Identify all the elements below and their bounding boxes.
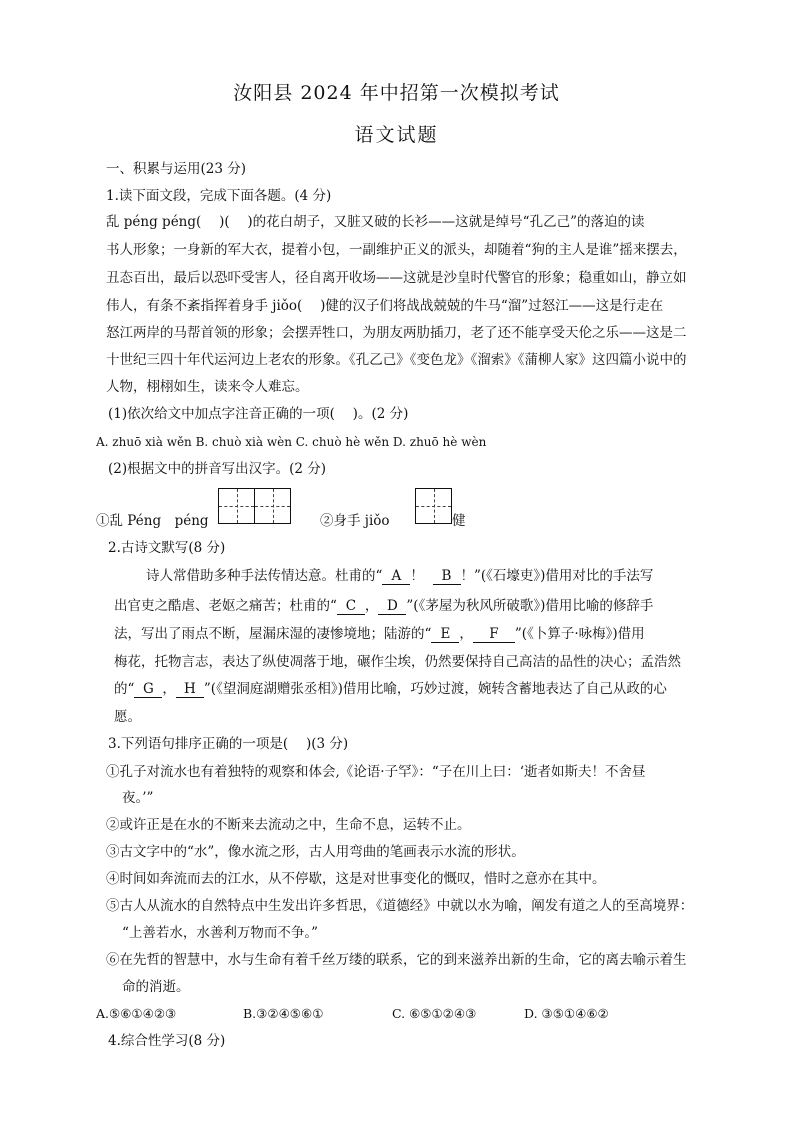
answer-grid-jiao[interactable]: [415, 488, 452, 524]
q3-sentence-6b: 命的消逝。: [122, 979, 190, 995]
q2-intro: 2.古诗文默写(8 分): [108, 540, 226, 556]
q3-sentence-6a: ⑥在先哲的智慧中，水与生命有着千丝万缕的联系，它的到来滋养出新的生命，它的离去喻示着生: [106, 952, 687, 968]
q1-sub1-options: A. zhuō xià wěn B. chuò xià wèn C. chuò hè wěn D. zhuō hè wèn: [96, 435, 487, 449]
q3-option-A[interactable]: A.⑤⑥①④②③: [96, 1006, 177, 1021]
exam-title: 汝阳县 2024 年中招第一次模拟考试: [233, 82, 560, 104]
q3-sentence-4: ④时间如奔流而去的江水，从不停歇，这是对世事变化的慨叹，惜时之意亦在其中。: [106, 871, 606, 887]
q3-sentence-5b: “上善若水，水善利万物而不争。”: [122, 925, 319, 941]
answer-grid-peng[interactable]: [218, 488, 291, 524]
q1-passage-line-4: 伟人，有条不紊指挥着身手 jiǒo( )健的汉子们将战战兢兢的牛马“溜”过怒江——这是行走在: [106, 298, 664, 314]
q3-sentence-1a: ①孔子对流水也有着独特的观察和体会,《论语·子罕》：“子在川上曰：‘逝者如斯夫！不舍昼: [106, 764, 646, 780]
blank-A[interactable]: A: [382, 569, 410, 585]
q3-sentence-5a: ⑤古人从流水的自然特点中生发出许多哲思，《道德经》中就以水为喻，阐发有道之人的至高境界：: [106, 898, 694, 914]
section-heading: 一、积累与运用(23 分): [106, 161, 247, 177]
q2-line-3: 法，写出了雨点不断，屋漏床湿的凄惨境地；陆游的“ E ， F ”(《卜算子·咏梅》)借用: [114, 626, 645, 642]
answer-cell[interactable]: [255, 489, 290, 523]
blank-H[interactable]: H: [176, 682, 204, 698]
q3-sentence-2: ②或许正是在水的不断来去流动之中，生命不息，运转不止。: [106, 817, 471, 833]
q2-line-2: 出官吏之酷虐、老妪之痛苦；杜甫的“ C ， D ”(《茅屋为秋风所破歌》)借用比喻的修辞手: [114, 598, 654, 614]
q3-option-C[interactable]: C. ⑥⑤①②④③: [392, 1006, 477, 1021]
q2-line-4: 梅花，托物言志，表达了纵使凋落于地，碾作尘埃，仍然要保持自己高洁的品性的决心；孟浩然: [114, 654, 681, 670]
blank-D[interactable]: D: [378, 599, 406, 615]
q1-passage-line-5: 怒江两岸的马帮首领的形象；会摆弄牲口，为朋友两肋插刀，老了还不能享受天伦之乐——这是二: [106, 325, 687, 341]
q1-passage-line-6: 十世纪三四十年代运河边上老农的形象。《孔乙己》《变色龙》《溜索》《蒲柳人家》这四篇小说中的: [106, 352, 687, 368]
q1-sub1: (1)依次给文中加点字注音正确的一项( )。(2 分): [108, 406, 409, 422]
blank-C[interactable]: C: [337, 599, 365, 615]
answer-cell[interactable]: [416, 489, 451, 523]
blank-B[interactable]: B: [433, 569, 461, 585]
blank-E[interactable]: E: [431, 627, 459, 643]
q2-line-6: 愿。: [114, 709, 141, 725]
q3-sentence-3: ③古文字中的“水”，像水流之形，古人用弯曲的笔画表示水流的形状。: [106, 844, 525, 860]
q3-option-B[interactable]: B.③②④⑤⑥①: [243, 1006, 324, 1021]
q1-sub2-item1: ①乱 Péng péng: [96, 513, 209, 529]
exam-subtitle: 语文试题: [354, 124, 439, 146]
answer-cell[interactable]: [219, 489, 255, 523]
q3-sentence-1b: 夜。’”: [122, 790, 154, 806]
q3-option-D[interactable]: D. ③⑤①④⑥②: [524, 1006, 609, 1021]
q1-passage-line-7: 人物，栩栩如生，读来令人难忘。: [106, 379, 309, 395]
q1-passage-line-3: 丑态百出，最后以恐吓受害人，径自离开收场——这就是沙皇时代警官的形象；稳重如山，静立如: [106, 270, 687, 286]
q3-intro: 3.下列语句排序正确的一项是( )(3 分): [108, 736, 349, 752]
q1-passage-line-1: 乱 péng péng( )( )的花白胡子，又脏又破的长衫——这就是绰号“孔乙己”的落迫的读: [106, 214, 645, 230]
q4-intro: 4.综合性学习(8 分): [108, 1033, 226, 1049]
q1-intro: 1.读下面文段，完成下面各题。(4 分): [106, 188, 332, 204]
q1-sub2-item2: ②身手 jiǒo: [320, 513, 390, 529]
q1-sub2-item2-suffix: 健: [452, 513, 466, 529]
q1-sub2: (2)根据文中的拼音写出汉字。(2 分): [108, 461, 327, 477]
q2-line-1: 诗人常借助多种手法传情达意。杜甫的“ A ！ B ！”(《石壕吏》)借用对比的手法写: [146, 568, 654, 584]
blank-G[interactable]: G: [134, 682, 162, 698]
blank-F[interactable]: F: [473, 627, 515, 643]
q2-line-5: 的“ G ， H ”(《望洞庭湖赠张丞相》)借用比喻，巧妙过渡，婉转含蓄地表达了自己从政的心: [114, 681, 667, 697]
q1-passage-line-2: 书人形象；一身新的军大衣，提着小包，一副维护正义的派头，却随着“狗的主人是谁”摇来摆去，: [106, 242, 687, 258]
